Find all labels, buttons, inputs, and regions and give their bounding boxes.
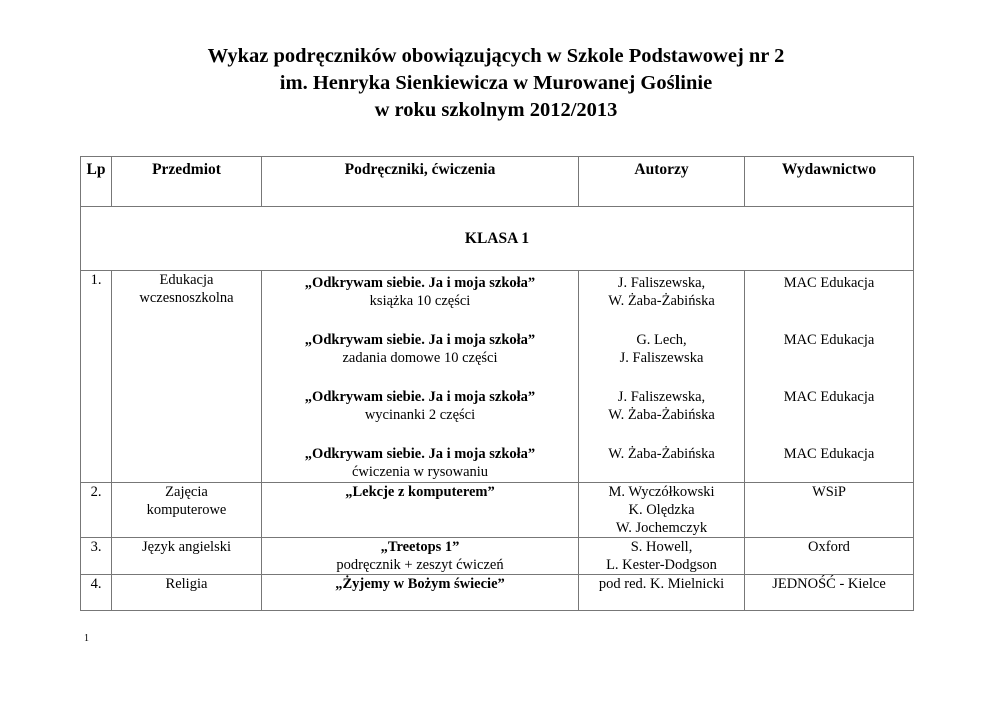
publisher-name: MAC Edukacja (783, 389, 875, 405)
author-name: W. Żaba-Żabińska (608, 407, 715, 423)
author-name: J. Faliszewska (619, 350, 704, 366)
author-name: J. Faliszewska, (617, 275, 706, 291)
book-title: „Żyjemy w Bożym świecie” (335, 576, 505, 592)
authors-cell (579, 575, 745, 611)
book-desc: książka 10 części (369, 293, 471, 309)
subject-cell (112, 538, 262, 575)
subject-cell (112, 575, 262, 611)
author-name: G. Lech, (636, 332, 687, 348)
row-number: 1. (81, 271, 112, 483)
publisher-name: Oxford (808, 539, 850, 555)
subject-cell (112, 483, 262, 538)
subject-cell (112, 271, 262, 483)
title-line-1: Wykaz podręczników obowiązujących w Szkole Podstawowej nr 2 (207, 45, 785, 67)
page-number: 1 (84, 633, 89, 644)
row-number: 3. (81, 538, 112, 575)
book-title: „Lekcje z komputerem” (345, 484, 495, 500)
author-name: W. Jochemczyk (615, 520, 708, 536)
author-name: M. Wyczółkowski (608, 484, 715, 500)
document-title (0, 43, 992, 124)
book-desc: zadania domowe 10 części (342, 350, 498, 366)
authors-cell (579, 483, 745, 538)
book-entry (262, 271, 578, 328)
author-name: S. Howell, (630, 539, 693, 555)
author-name: K. Olędzka (628, 502, 695, 518)
book-entry (262, 385, 578, 442)
table-header-row (81, 157, 914, 207)
authors-cell (579, 271, 745, 483)
subject-text: wczesnoszkolna (139, 290, 234, 306)
title-line-3: w roku szkolnym 2012/2013 (374, 99, 618, 121)
books-cell (262, 483, 579, 538)
table-row (81, 483, 914, 538)
book-desc: podręcznik + zeszyt ćwiczeń (336, 557, 504, 573)
publisher-name: JEDNOŚĆ - Kielce (772, 576, 886, 592)
book-title: „Treetops 1” (380, 539, 460, 555)
publisher-name: MAC Edukacja (783, 275, 875, 291)
books-cell (262, 575, 579, 611)
table-row (81, 575, 914, 611)
row-number: 2. (81, 483, 112, 538)
publisher-name: MAC Edukacja (783, 332, 875, 348)
books-cell (262, 271, 579, 483)
subject-text: Religia (165, 576, 208, 592)
header-subject: Przedmiot (112, 157, 262, 207)
section-label: KLASA 1 (81, 207, 914, 271)
table-row (81, 538, 914, 575)
book-entry (262, 328, 578, 385)
book-title: „Odkrywam siebie. Ja i moja szkoła” (304, 446, 536, 462)
publisher-cell (745, 483, 914, 538)
book-title: „Odkrywam siebie. Ja i moja szkoła” (304, 275, 536, 291)
book-desc: ćwiczenia w rysowaniu (351, 464, 489, 480)
row-number: 4. (81, 575, 112, 611)
author-name: L. Kester-Dodgson (606, 557, 717, 573)
subject-text: Edukacja (159, 272, 214, 288)
book-title: „Odkrywam siebie. Ja i moja szkoła” (304, 389, 536, 405)
publisher-cell (745, 271, 914, 483)
publisher-cell (745, 538, 914, 575)
author-name: J. Faliszewska, (617, 389, 706, 405)
book-desc: wycinanki 2 części (364, 407, 476, 423)
subject-text: Zajęcia (165, 484, 208, 500)
book-title: „Odkrywam siebie. Ja i moja szkoła” (304, 332, 536, 348)
book-entry (262, 442, 578, 482)
subject-text: Język angielski (142, 539, 231, 555)
header-lp: Lp (81, 157, 112, 207)
authors-cell (579, 538, 745, 575)
publisher-name: WSiP (812, 484, 846, 500)
books-cell (262, 538, 579, 575)
title-line-2: im. Henryka Sienkiewicza w Murowanej Goślinie (279, 72, 713, 94)
header-books: Podręczniki, ćwiczenia (262, 157, 579, 207)
header-authors: Autorzy (579, 157, 745, 207)
author-name: W. Żaba-Żabińska (608, 446, 715, 462)
publisher-name: MAC Edukacja (783, 446, 875, 462)
header-publisher: Wydawnictwo (745, 157, 914, 207)
author-name: W. Żaba-Żabińska (608, 293, 715, 309)
table-row (81, 271, 914, 483)
author-name: pod red. K. Mielnicki (598, 576, 725, 592)
publisher-cell (745, 575, 914, 611)
textbook-table (80, 156, 914, 611)
subject-text: komputerowe (146, 502, 227, 518)
section-row (81, 207, 914, 271)
